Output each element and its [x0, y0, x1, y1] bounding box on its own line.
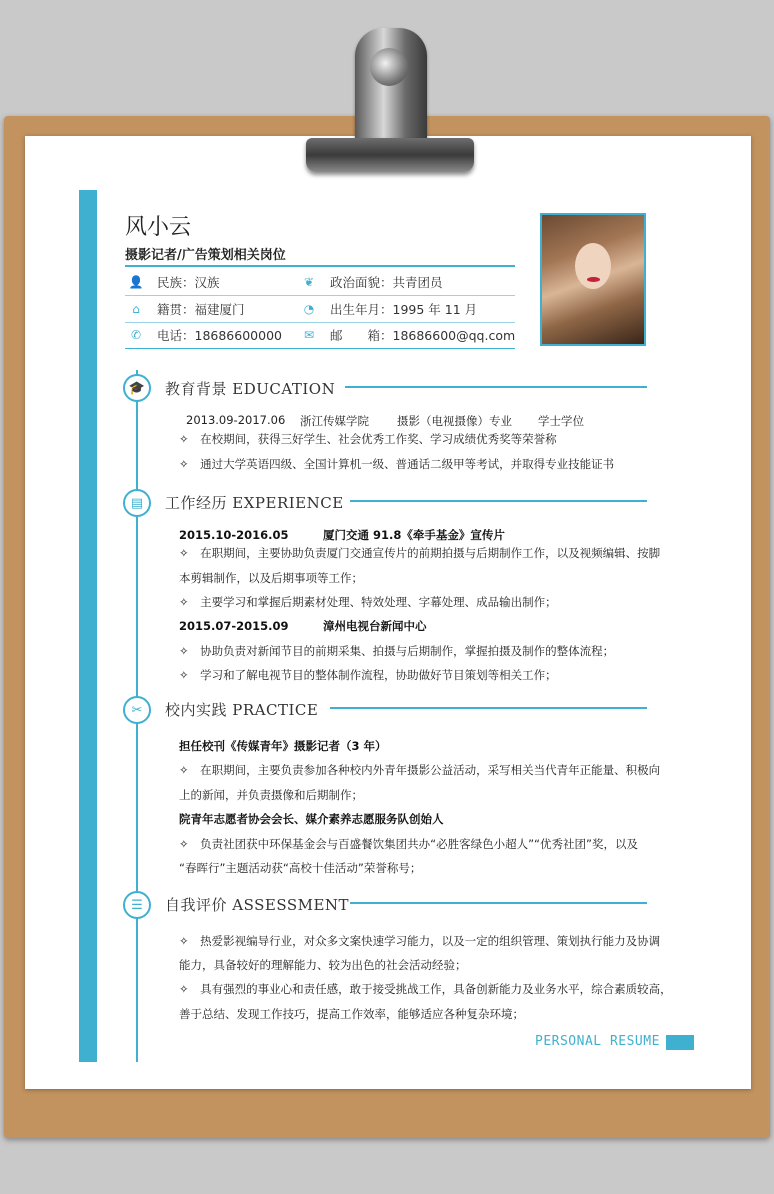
- exp-bullet: ✧ 协助负责对新闻节目的前期采集、拍摄与后期制作，掌握拍摄及制作的整体流程；: [179, 644, 615, 658]
- edu-school: 浙江传媒学院: [300, 414, 369, 428]
- section-title-experience: 工作经历 EXPERIENCE: [165, 494, 344, 512]
- practice-bullet: ✧ 在职期间，主要负责参加各种校内外青年摄影公益活动，采写相关当代青年正能量、积极向: [179, 763, 661, 777]
- practice-bullet: ✧ 负责社团获中环保基金会与百盛餐饮集团共办“必胜客绿色小超人”“优秀社团”奖，以及: [179, 837, 638, 851]
- practice-bullet-cont: 上的新闻，并负责摄像和后期制作；: [179, 788, 363, 802]
- exp-bullet: ✧ 在职期间，主要协助负责厦门交通宣传片的前期拍摄与后期制作工作，以及视频编辑、按脚: [179, 546, 661, 560]
- section-title-practice: 校内实践 PRACTICE: [165, 701, 319, 719]
- profile-photo: [540, 213, 646, 346]
- clock-icon: ◔: [303, 302, 315, 316]
- person-icon: 👤: [128, 275, 144, 289]
- info-bottom-line: [125, 348, 515, 349]
- section-line: [330, 707, 647, 709]
- practice-bullet-cont: “春晖行”主题活动获“高校十佳活动”荣誉称号；: [179, 861, 422, 875]
- edu-degree: 学士学位: [538, 414, 584, 428]
- info-birth: ◔ 出生年月：1995 年 11 月: [298, 300, 477, 318]
- clip-base: [306, 138, 474, 172]
- exp-job-2: 2015.07-2015.09 漳州电视台新闻中心: [179, 619, 427, 633]
- section-title-assessment: 自我评价 ASSESSMENT: [165, 896, 350, 914]
- info-separator: [125, 322, 515, 323]
- mail-icon: ✉: [303, 328, 315, 342]
- resume-job-title: 摄影记者/广告策划相关岗位: [125, 248, 286, 263]
- edu-date: 2013.09-2017.06: [186, 413, 286, 427]
- edu-major: 摄影（电视摄像）专业: [397, 414, 512, 428]
- info-origin: ⌂ 籍贯：福建厦门: [125, 300, 245, 318]
- section-line: [345, 386, 647, 388]
- document-icon: ☰: [123, 891, 151, 919]
- edu-bullet: ✧ 通过大学英语四级、全国计算机一级、普通话二级甲等考试，并取得专业技能证书: [179, 457, 615, 471]
- assessment-bullet: ✧ 热爱影视编导行业，对众多文案快速学习能力，以及一定的组织管理、策划执行能力及协调: [179, 934, 661, 948]
- info-email: ✉ 邮 箱：18686600@qq.com: [298, 326, 515, 344]
- section-line: [350, 500, 647, 502]
- info-phone: ✆ 电话：18686600000: [125, 326, 282, 344]
- footer-label: PERSONAL RESUME: [535, 1034, 660, 1049]
- exp-job-1: 2015.10-2016.05 厦门交通 91.8《牵手基金》宣传片: [179, 528, 505, 542]
- graduation-cap-icon: 🎓: [123, 374, 151, 402]
- edu-bullet: ✧ 在校期间，获得三好学生、社会优秀工作奖、学习成绩优秀奖等荣誉称: [179, 432, 557, 446]
- assessment-bullet-cont: 善于总结、发现工作技巧，提高工作效率，能够适应各种复杂环境；: [179, 1007, 524, 1021]
- clip-hole: [370, 48, 408, 86]
- exp-bullet: ✧ 主要学习和掌握后期素材处理、特效处理、字幕处理、成品输出制作；: [179, 595, 557, 609]
- practice-role: 担任校刊《传媒青年》摄影记者（3 年）: [179, 739, 387, 753]
- section-line: [350, 902, 647, 904]
- resume-name: 风小云: [125, 215, 192, 240]
- home-icon: ⌂: [132, 302, 140, 316]
- assessment-bullet: ✧ 具有强烈的事业心和责任感，敢于接受挑战工作，具备创新能力及业务水平，综合素质较高，: [179, 982, 672, 996]
- info-politics: ❦ 政治面貌：共青团员: [298, 273, 443, 291]
- section-title-education: 教育背景 EDUCATION: [165, 380, 336, 398]
- practice-role: 院青年志愿者协会会长、媒介素养志愿服务队创始人: [179, 812, 444, 826]
- info-separator: [125, 295, 515, 296]
- leaf-icon: ❦: [303, 275, 315, 289]
- footer-accent-box: [666, 1035, 694, 1050]
- exp-bullet-cont: 本剪辑制作，以及后期事项等工作；: [179, 571, 363, 585]
- assessment-bullet-cont: 能力，具备较好的理解能力、较为出色的社会活动经验；: [179, 958, 467, 972]
- accent-side-bar: [79, 190, 97, 1062]
- header-divider: [125, 265, 515, 267]
- tools-icon: ✂: [123, 696, 151, 724]
- exp-bullet: ✧ 学习和了解电视节目的整体制作流程，协助做好节目策划等相关工作；: [179, 668, 557, 682]
- info-ethnicity: 👤 民族：汉族: [125, 273, 220, 291]
- phone-icon: ✆: [130, 328, 142, 342]
- binder-clip-icon: [355, 28, 427, 146]
- clipboard-icon: ▤: [123, 489, 151, 517]
